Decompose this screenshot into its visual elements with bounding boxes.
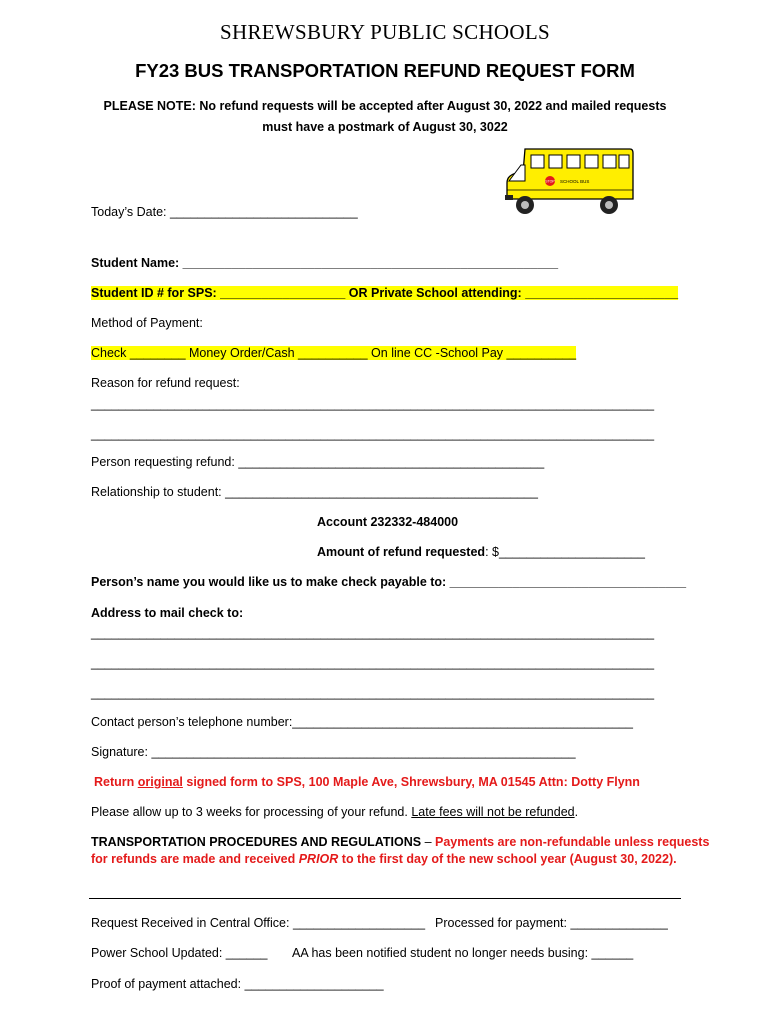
person-requesting-field[interactable]: Person requesting refund: ____________________________________________ (91, 455, 545, 469)
bus-label: SCHOOL BUS (560, 179, 590, 184)
deadline-note-line1: PLEASE NOTE: No refund requests will be accepted after August 30, 2022 and mailed requests (103, 99, 667, 113)
address-line-1[interactable]: _________________________________________________________________________________ (91, 626, 655, 640)
return-notice: Return original signed form to SPS, 100 Maple Ave, Shrewsbury, MA 01545 Attn: Dotty Flynn (94, 775, 640, 789)
school-title: SHREWSBURY PUBLIC SCHOOLS (220, 20, 550, 44)
address-label: Address to mail check to: (91, 606, 244, 620)
processing-note: Please allow up to 3 weeks for processing of your refund. Late fees will not be refunded. (91, 805, 579, 819)
reason-label: Reason for refund request: (91, 376, 240, 390)
received-field[interactable]: Request Received in Central Office: ___________________ (91, 916, 426, 930)
payment-methods-field[interactable]: Check ________ Money Order/Cash __________ On line CC -School Pay __________ (91, 346, 577, 360)
telephone-field[interactable]: Contact person’s telephone number:_________________________________________________ (91, 715, 633, 729)
processed-field[interactable]: Processed for payment: ______________ (435, 916, 668, 930)
procedures-heading: TRANSPORTATION PROCEDURES AND REGULATIONS – Payments are non-refundable unless requests (91, 835, 710, 849)
amount-field[interactable]: : $_____________________ (485, 545, 645, 559)
payment-method-label: Method of Payment: (91, 316, 203, 330)
reason-line-2[interactable]: _________________________________________________________________________________ (91, 427, 655, 441)
stop-sign-label: STOP (545, 179, 555, 184)
student-id-field[interactable]: Student ID # for SPS: __________________ OR Private School attending: ______________________ (91, 286, 679, 300)
proof-of-payment-field[interactable]: Proof of payment attached: ____________________ (91, 977, 384, 991)
relationship-field[interactable]: Relationship to student: _____________________________________________ (91, 485, 538, 499)
form-title: FY23 BUS TRANSPORTATION REFUND REQUEST FORM (135, 60, 635, 81)
signature-field[interactable]: Signature: _____________________________________________________________ (91, 745, 576, 759)
address-line-3[interactable]: _________________________________________________________________________________ (91, 686, 655, 700)
address-line-2[interactable]: _________________________________________________________________________________ (91, 656, 655, 670)
todays-date-field[interactable]: Today’s Date: ___________________________ (91, 205, 358, 219)
account-number: Account 232332-484000 (317, 515, 459, 529)
aa-notified-field[interactable]: AA has been notified student no longer needs busing: ______ (292, 946, 634, 960)
payable-to-field[interactable]: Person’s name you would like us to make check payable to: __________________________________ (91, 575, 687, 589)
office-use-divider (89, 898, 681, 899)
procedures-text: for refunds are made and received PRIOR to the first day of the new school year (August 30, 2022). (91, 852, 677, 866)
reason-line-1[interactable]: _________________________________________________________________________________ (91, 397, 655, 411)
deadline-note-line2: must have a postmark of August 30, 3022 (262, 120, 508, 134)
school-bus-image (505, 143, 635, 218)
amount-label: Amount of refund requested (317, 545, 486, 559)
student-name-field[interactable]: Student Name: ______________________________________________________ (91, 256, 559, 270)
power-school-field[interactable]: Power School Updated: ______ (91, 946, 268, 960)
